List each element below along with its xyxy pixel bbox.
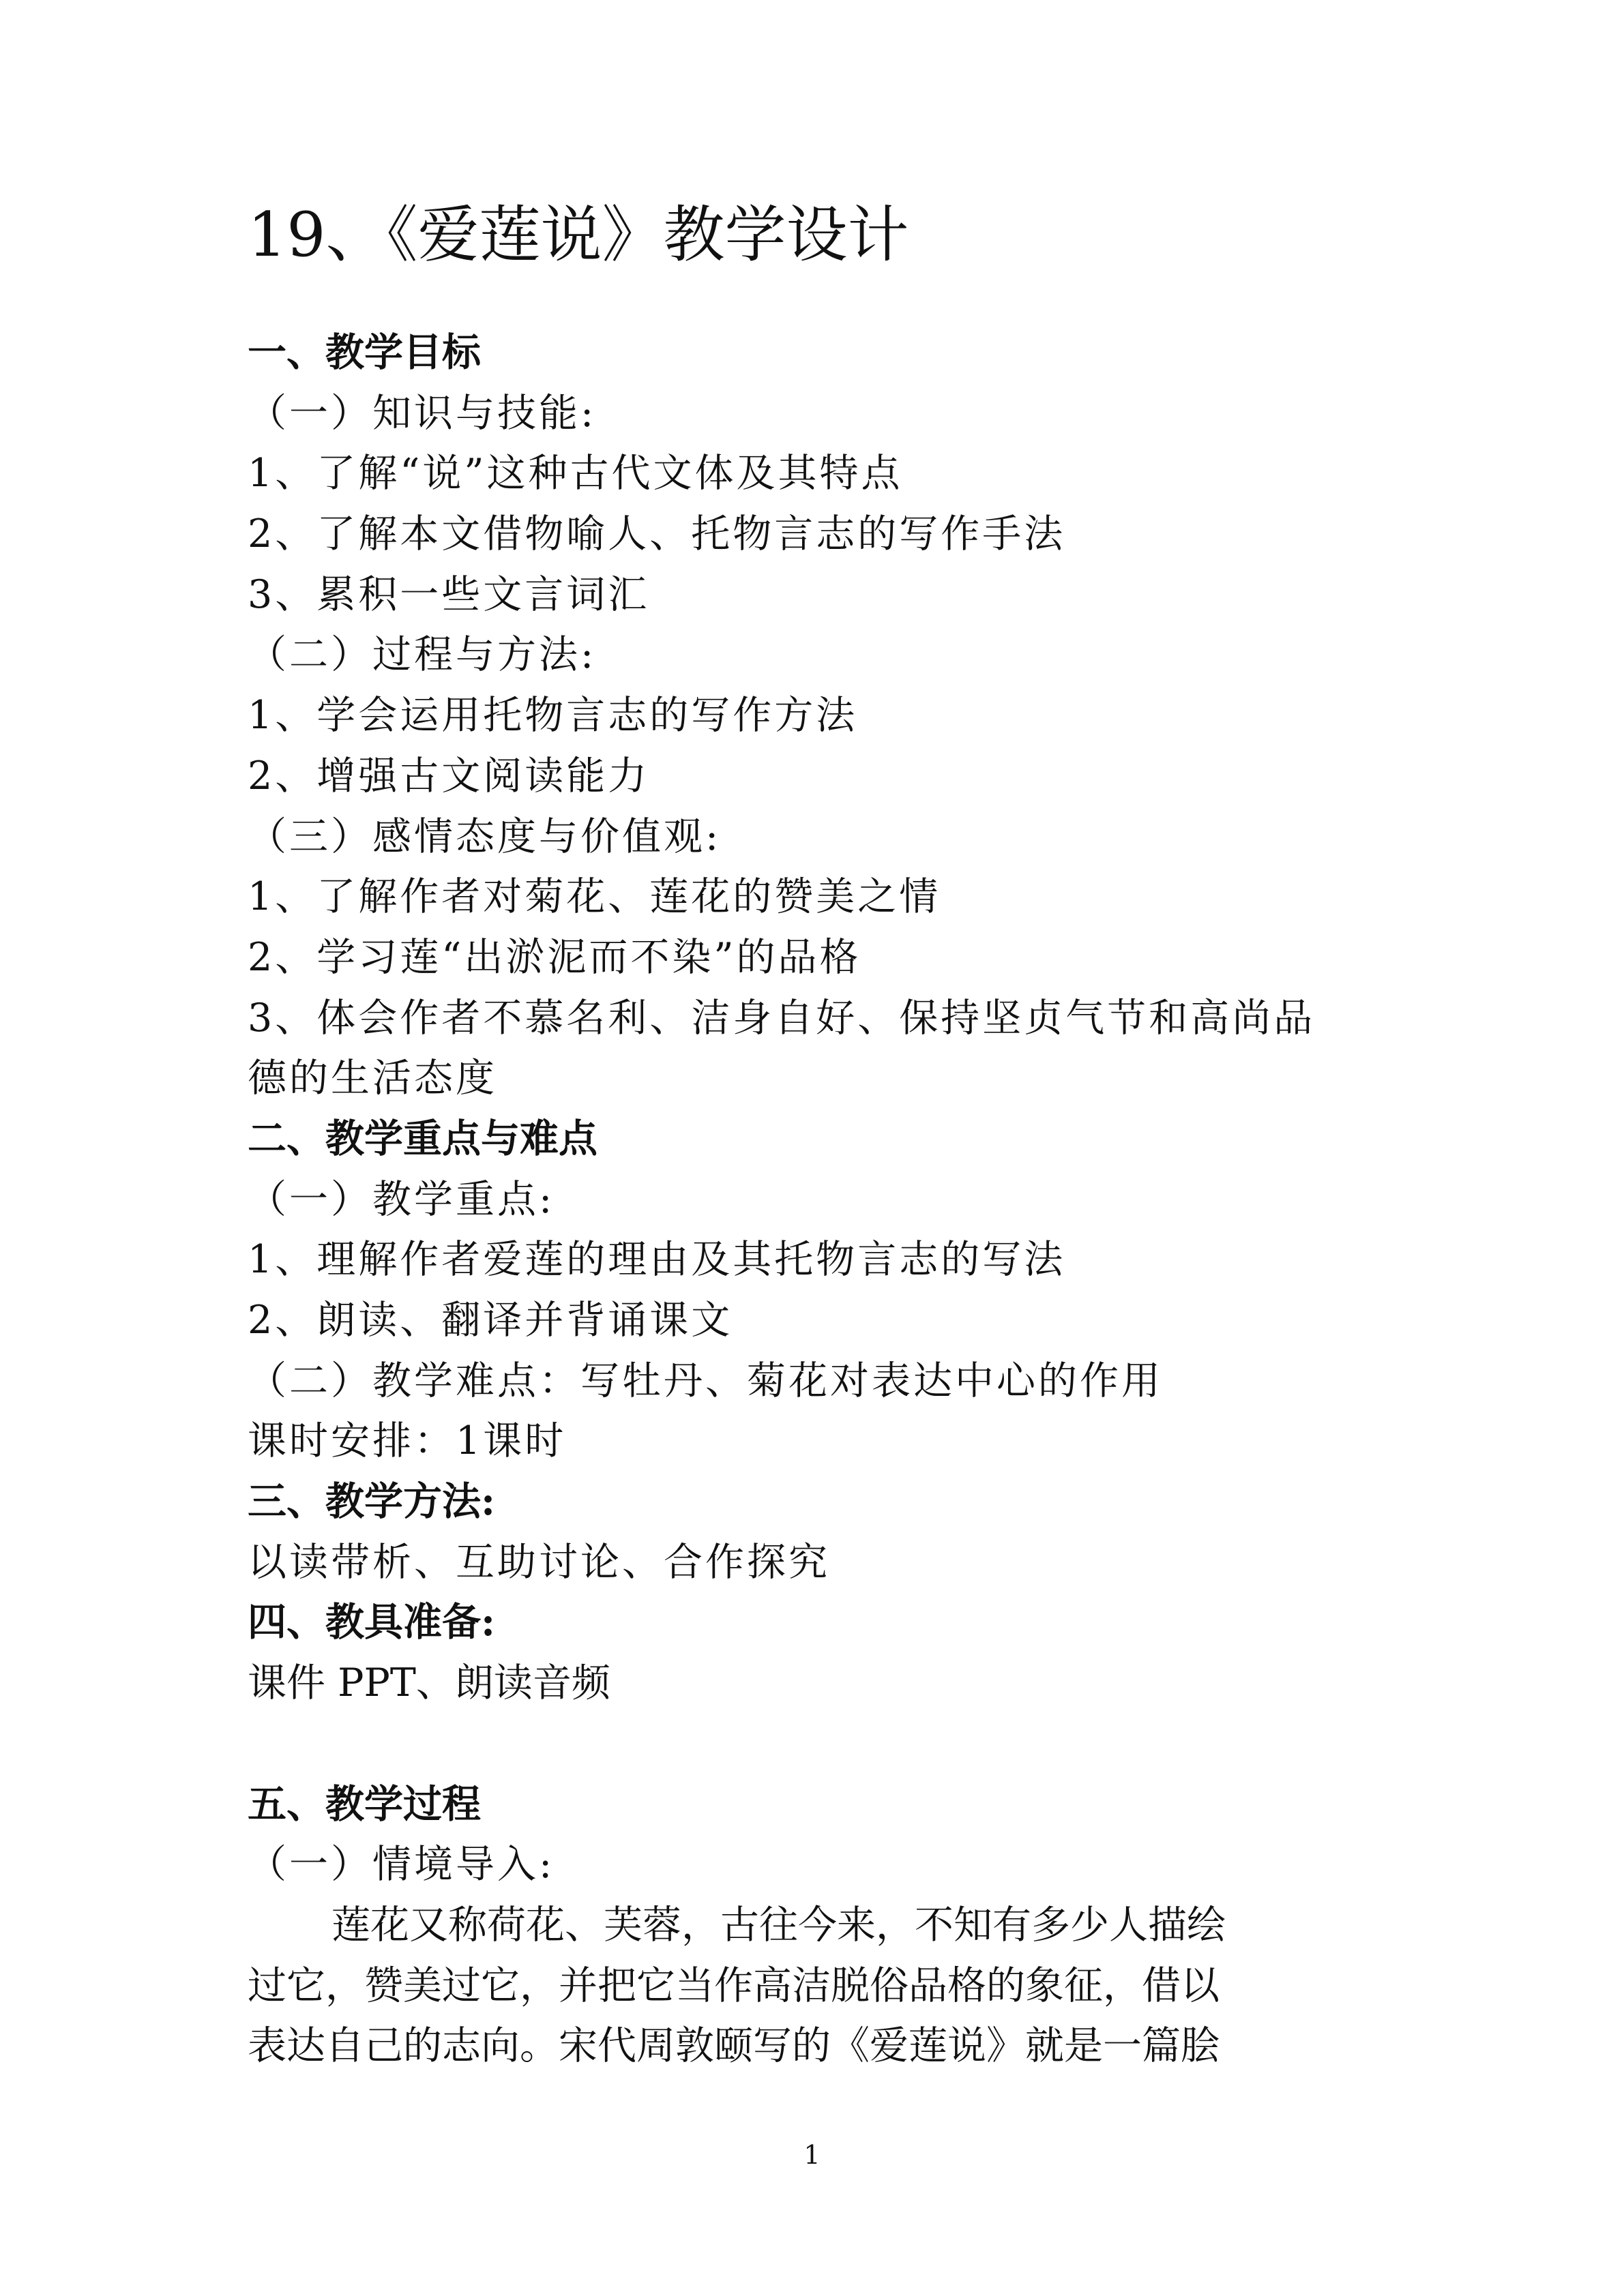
list-item: 1、了解作者对菊花、莲花的赞美之情 [248,874,941,920]
list-item: 1、学会运用托物言志的写作方法 [248,693,858,739]
section-heading-objectives: 一、教学目标 [248,329,481,375]
list-item-continuation: 德的生活态度 [248,1056,497,1101]
list-item: 3、累积一些文言词汇 [248,571,650,617]
document-body [248,323,1366,2076]
section-heading-methods: 三、教学方法: [248,1478,496,1525]
section-heading-materials: 四、教具准备: [248,1599,496,1645]
methods-content: 以读带析、互助讨论、合作探究 [248,1539,830,1585]
paragraph-line: 过它，赞美过它，并把它当作高洁脱俗品格的象征，借以 [248,1963,1220,2008]
paragraph-line: 表达自己的志向。宋代周敦颐写的《爱莲说》就是一篇脍 [248,2023,1220,2069]
materials-content: 课件 PPT、朗读音频 [248,1660,610,1706]
list-item: 2、学习莲“出淤泥而不染”的品格 [248,934,861,980]
section-heading-process: 五、教学过程 [248,1780,481,1827]
page-number: 1 [803,2140,821,2170]
subheading-introduction: （一）情境导入: [248,1842,555,1888]
list-item: 1、了解“说”这种古代文体及其特点 [248,451,903,496]
list-item: 2、增强古文阅读能力 [248,753,650,799]
class-schedule: 课时安排：1课时 [248,1418,567,1464]
subheading-key-points: （一）教学重点: [248,1176,555,1222]
blank-line [248,1714,1366,1774]
list-item: 3、体会作者不慕名利、洁身自好、保持坚贞气节和高尚品 [248,995,1316,1041]
subheading-process-methods: （二）过程与方法: [248,632,597,678]
document-title: 19、《爱莲说》教学设计 [248,199,909,271]
list-item: 2、了解本文借物喻人、托物言志的写作手法 [248,511,1066,557]
section-heading-key-points: 二、教学重点与难点 [248,1115,597,1161]
subheading-attitudes-values: （三）感情态度与价值观: [248,814,722,859]
subheading-difficulties: （二）教学难点：写牡丹、菊花对表达中心的作用 [248,1358,1163,1403]
subheading-knowledge-skills: （一）知识与技能: [248,390,597,436]
list-item: 1、理解作者爱莲的理由及其托物言志的写法 [248,1237,1066,1283]
list-item: 2、朗读、翻译并背诵课文 [248,1298,733,1343]
paragraph-line: 莲花又称荷花、芙蓉，古往今来，不知有多少人描绘 [331,1902,1226,1948]
